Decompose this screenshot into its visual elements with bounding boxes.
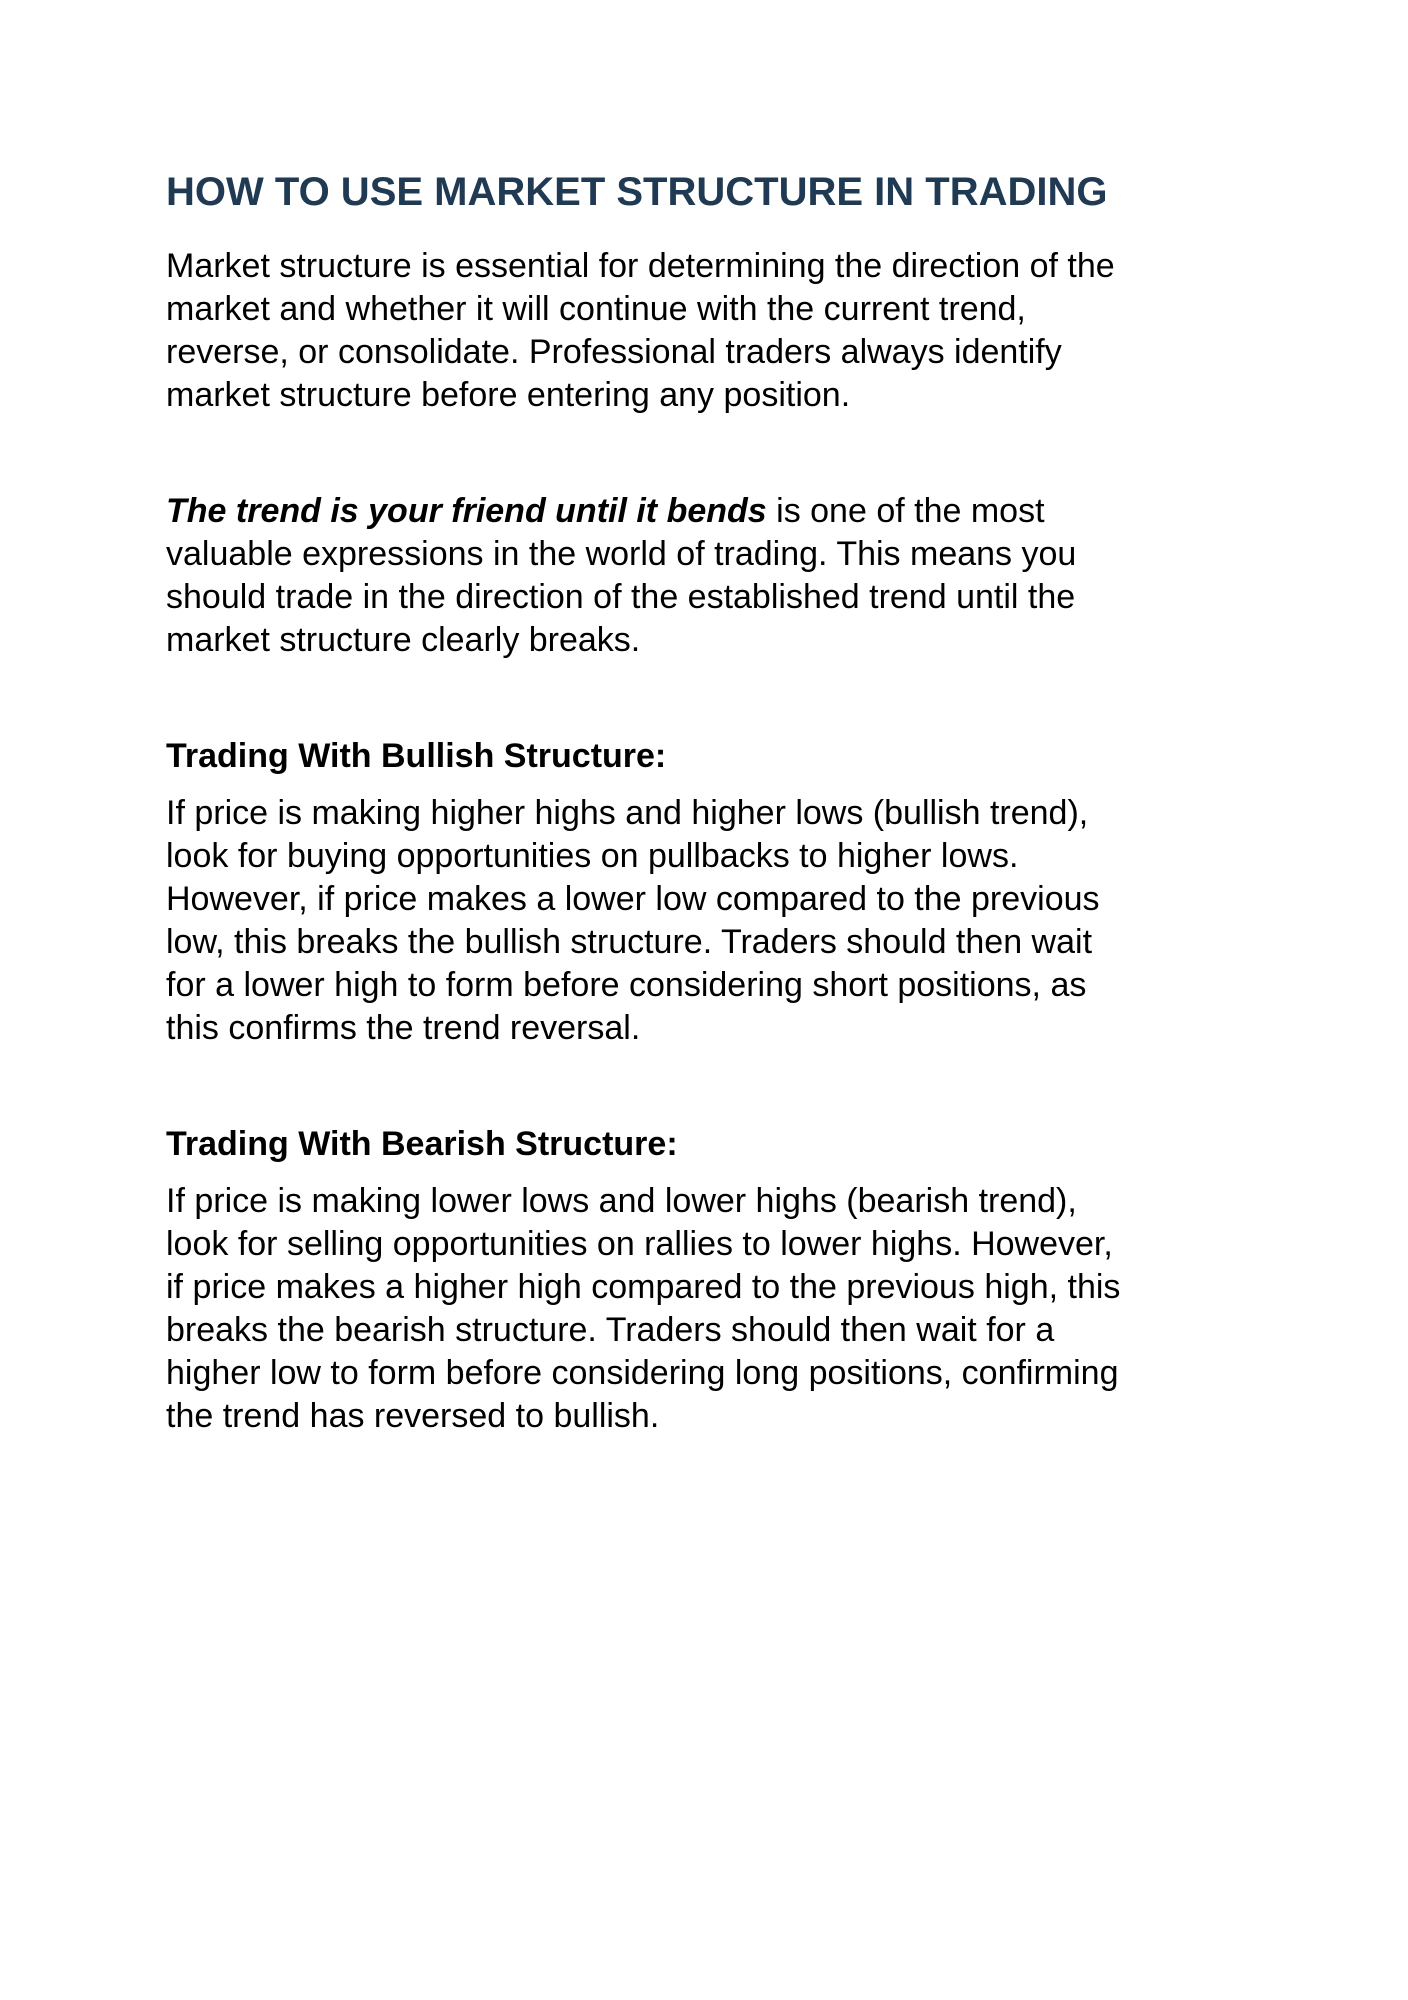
document-content (166, 166, 1256, 1438)
bullish-line: low, this breaks the bullish structure. Traders should then wait (166, 923, 1093, 961)
bullish-line: look for buying opportunities on pullbacks to higher lows. (166, 837, 1019, 875)
bearish-line: breaks the bearish structure. Traders should then wait for a (166, 1311, 1055, 1349)
page-title: HOW TO USE MARKET STRUCTURE IN TRADING (166, 170, 1108, 214)
intro-paragraph (166, 245, 1256, 417)
quote-first-line (166, 490, 1256, 533)
bearish-line: the trend has reversed to bullish. (166, 1397, 660, 1435)
quote-paragraph (166, 490, 1256, 662)
bullish-line: for a lower high to form before considering short positions, as (166, 966, 1087, 1004)
quote-line: should trade in the direction of the established trend until the (166, 578, 1076, 616)
bearish-line: If price is making lower lows and lower highs (bearish trend), (166, 1182, 1077, 1220)
intro-line: market and whether it will continue with the current trend, (166, 290, 1026, 328)
bearish-line: if price makes a higher high compared to the previous high, this (166, 1268, 1121, 1306)
bullish-line: However, if price makes a lower low compared to the previous (166, 880, 1100, 918)
quote-first-line-rest: is one of the most (766, 492, 1045, 530)
bearish-line: look for selling opportunities on rallies to lower highs. However, (166, 1225, 1113, 1263)
intro-line: reverse, or consolidate. Professional traders always identify (166, 333, 1062, 371)
bearish-paragraph (166, 1180, 1256, 1438)
bearish-heading: Trading With Bearish Structure: (166, 1125, 678, 1163)
intro-line: market structure before entering any position. (166, 376, 851, 414)
quote-emphasis: The trend is your friend until it bends (166, 492, 767, 530)
bullish-heading: Trading With Bullish Structure: (166, 737, 667, 775)
bearish-line: higher low to form before considering long positions, confirming (166, 1354, 1119, 1392)
bullish-line: this confirms the trend reversal. (166, 1009, 641, 1047)
quote-line: valuable expressions in the world of trading. This means you (166, 535, 1077, 573)
bullish-line: If price is making higher highs and higher lows (bullish trend), (166, 794, 1089, 832)
quote-line: market structure clearly breaks. (166, 621, 641, 659)
bullish-paragraph (166, 792, 1256, 1050)
intro-line: Market structure is essential for determining the direction of the (166, 247, 1115, 285)
